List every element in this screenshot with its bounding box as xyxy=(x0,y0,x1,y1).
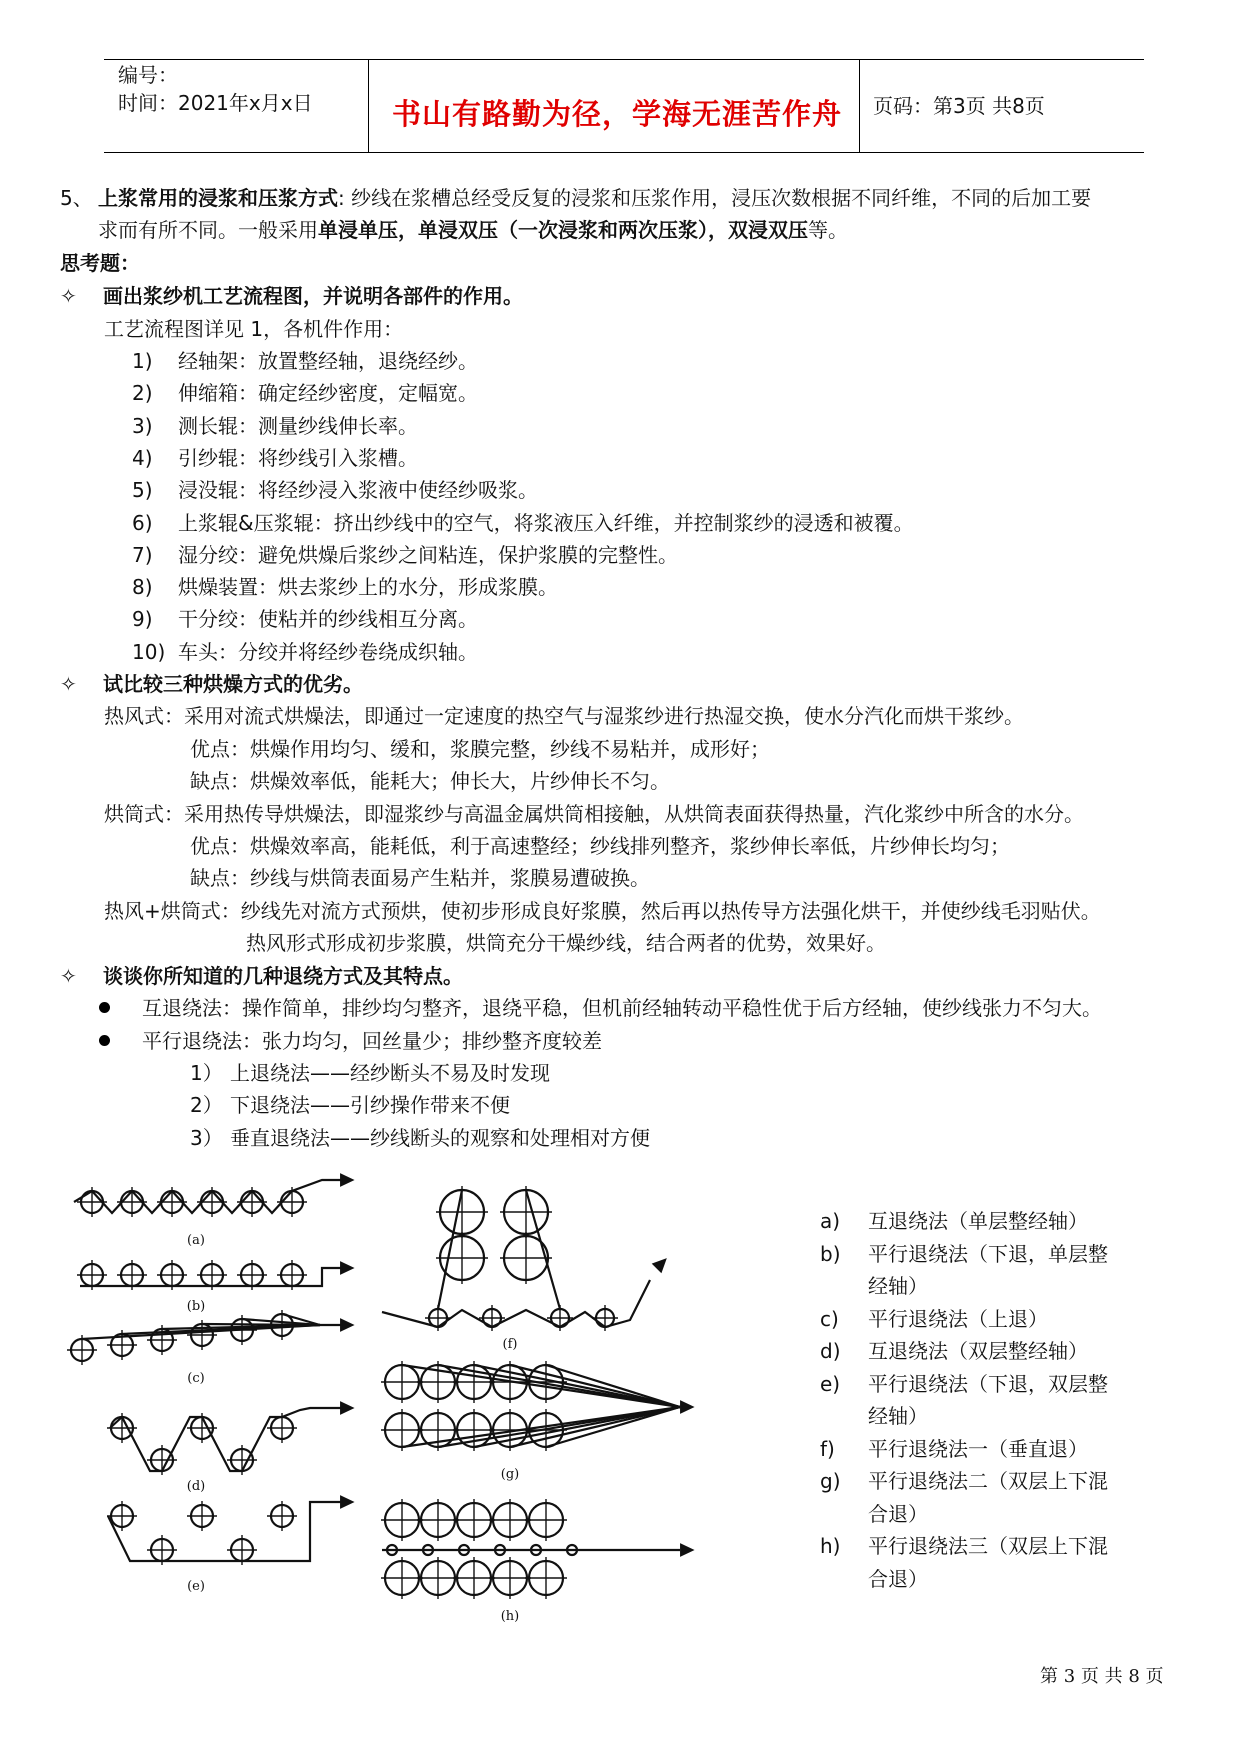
q2-cylinder-pro: 优点：烘燥效率高，能耗低，利于高速整经；纱线排列整齐，浆纱伸长率低，片纱伸长均匀； xyxy=(190,834,1010,858)
q1-item-text: 上浆辊&压浆辊：挤出纱线中的空气，将浆液压入纤维，并控制浆纱的浸透和被覆。 xyxy=(178,510,914,535)
bullet-icon xyxy=(99,1002,110,1013)
caption-text: 平行退绕法（下退，双层整 xyxy=(868,1371,1108,1396)
section5-line2 xyxy=(98,218,848,242)
yarn-path xyxy=(526,1190,560,1309)
caption-text: 平行退绕法（下退，单层整 xyxy=(868,1241,1108,1266)
q1-item-number: 4) xyxy=(132,445,153,470)
header-page-label: 页码：第3页 共8页 xyxy=(873,94,1045,118)
q3-sub-number: 3） xyxy=(190,1125,223,1150)
q1-item-number: 6) xyxy=(132,510,153,535)
q1-item-text: 干分绞：使粘并的纱线相互分离。 xyxy=(178,607,478,632)
yarn-path xyxy=(474,1365,680,1407)
caption-key: g) xyxy=(820,1469,841,1493)
q1-item-number: 9) xyxy=(132,607,153,632)
q2-hot-air: 热风式：采用对流式烘燥法，即通过一定速度的热空气与湿浆纱进行热湿交换，使水分汽化而烘干浆纱。 xyxy=(104,704,1024,728)
header-divider-right xyxy=(859,59,860,152)
section5-line1 xyxy=(98,186,1091,210)
q2-title: 试比较三种烘燥方式的优劣。 xyxy=(103,672,363,696)
figure-panel-label: (f) xyxy=(502,1337,518,1352)
q1-intro: 工艺流程图详见 1，各机件作用： xyxy=(104,317,404,341)
arrow-icon xyxy=(341,1320,352,1330)
figure-panel-label: (a) xyxy=(187,1233,205,1248)
caption-key: d) xyxy=(820,1339,841,1363)
q1-title: 画出浆纱机工艺流程图，并说明各部件的作用。 xyxy=(103,284,523,308)
caption-key: c) xyxy=(820,1306,839,1331)
figure-panel-label: (e) xyxy=(187,1579,205,1594)
q3-sub-text: 垂直退绕法——纱线断头的观察和处理相对方便 xyxy=(230,1125,650,1150)
q1-item-text: 伸缩箱：确定经纱密度，定幅宽。 xyxy=(178,381,478,406)
yarn-path xyxy=(382,1280,650,1327)
figure-panel-label: (c) xyxy=(187,1371,205,1386)
header-top-rule xyxy=(104,59,1144,60)
q1-item-text: 车头：分绞并将经纱卷绕成织轴。 xyxy=(178,639,478,664)
q3-title: 谈谈你所知道的几种退绕方式及其特点。 xyxy=(103,964,463,988)
caption-text-continued: 经轴） xyxy=(868,1404,928,1428)
figure-panel-label: (g) xyxy=(500,1467,520,1482)
q1-item-text: 测长辊：测量纱线伸长率。 xyxy=(178,413,418,438)
q3-sub-text: 下退绕法——引纱操作带来不便 xyxy=(230,1093,510,1118)
caption-text: 平行退绕法一（垂直退） xyxy=(868,1436,1088,1461)
caption-text-continued: 合退） xyxy=(868,1501,928,1526)
q1-item-number: 3) xyxy=(132,413,153,438)
questions-title: 思考题： xyxy=(60,251,140,275)
section5-line2-c: 等。 xyxy=(808,218,848,242)
figure-panel-label: (b) xyxy=(186,1299,206,1314)
q1-item-number: 2) xyxy=(132,381,153,406)
header-divider-left xyxy=(368,59,369,152)
q2-hot-air-pro: 优点：烘燥作用均匀、缓和，浆膜完整，纱线不易粘并，成形好； xyxy=(190,737,770,761)
q2-hot-air-con: 缺点：烘燥效率低，能耗大；伸长大，片纱伸长不匀。 xyxy=(190,769,670,793)
figure-panel-label: (d) xyxy=(186,1479,206,1494)
q1-item-text: 经轴架：放置整经轴，退绕经纱。 xyxy=(178,349,478,373)
q2-cylinder: 烘筒式：采用热传导烘燥法，即湿浆纱与高温金属烘筒相接触，从烘筒表面获得热量，汽化浆纱中所含的水分。 xyxy=(104,802,1084,826)
yarn-path xyxy=(108,1502,350,1561)
q2-combined-2: 热风形式形成初步浆膜，烘筒充分干燥纱线，结合两者的优势，效果好。 xyxy=(246,931,886,955)
arrow-icon xyxy=(341,1175,352,1185)
q1-item-number: 7) xyxy=(132,542,153,567)
caption-text: 平行退绕法二（双层上下混 xyxy=(868,1469,1108,1493)
q1-diamond-icon: ✧ xyxy=(60,284,77,308)
yarn-path xyxy=(546,1365,680,1407)
q1-item-text: 烘燥装置：烘去浆纱上的水分，形成浆膜。 xyxy=(178,575,558,600)
q2-diamond-icon: ✧ xyxy=(60,672,77,696)
caption-key: f) xyxy=(820,1436,835,1461)
page-footer: 第 3 页 共 8 页 xyxy=(1040,1666,1164,1687)
section5-prefix: 5、 xyxy=(60,186,93,210)
caption-key: a) xyxy=(820,1209,841,1233)
caption-text: 互退绕法（双层整经轴） xyxy=(868,1339,1088,1363)
header-time-label: 时间：2021年x月x日 xyxy=(118,91,313,115)
header-bottom-rule xyxy=(104,152,1144,153)
caption-key: h) xyxy=(820,1534,841,1558)
q3-sub-number: 2） xyxy=(190,1093,223,1118)
bullet-icon xyxy=(99,1035,110,1046)
q3-bullet2: 平行退绕法：张力均匀，回丝量少；排纱整齐度较差 xyxy=(142,1029,602,1053)
caption-text: 平行退绕法（上退） xyxy=(868,1306,1048,1331)
q3-diamond-icon: ✧ xyxy=(60,964,77,988)
arrow-icon xyxy=(681,1402,692,1412)
caption-text: 平行退绕法三（双层上下混 xyxy=(868,1534,1108,1558)
arrow-icon xyxy=(341,1497,352,1507)
caption-text-continued: 合退） xyxy=(868,1566,928,1591)
caption-text-continued: 经轴） xyxy=(868,1274,928,1298)
q2-cylinder-con: 缺点：纱线与烘筒表面易产生粘并，浆膜易遭破换。 xyxy=(190,866,650,890)
caption-text: 互退绕法（单层整经轴） xyxy=(868,1209,1088,1233)
figure-panel-label: (h) xyxy=(500,1609,520,1624)
section5-heading: 上浆常用的浸浆和压浆方式 xyxy=(98,186,338,210)
q1-item-number: 5) xyxy=(132,478,153,503)
q3-sub-number: 1） xyxy=(190,1061,223,1085)
q1-item-text: 湿分绞：避免烘燥后浆纱之间粘连，保护浆膜的完整性。 xyxy=(178,542,678,567)
section5-line2-a: 求而有所不同。一般采用 xyxy=(98,218,318,242)
q1-item-number: 10) xyxy=(132,639,166,664)
header-motto: 书山有路勤为径，学海无涯苦作舟 xyxy=(392,97,843,131)
q1-item-number: 8) xyxy=(132,575,153,600)
q1-item-number: 1) xyxy=(132,349,153,373)
section5-line1-rest: : 纱线在浆槽总经受反复的浸浆和压浆作用，浸压次数根据不同纤维，不同的后加工要 xyxy=(338,186,1092,210)
arrow-icon xyxy=(341,1403,352,1413)
header-number-label: 编号： xyxy=(118,63,178,87)
q1-item-text: 浸没辊：将经纱浸入浆液中使经纱吸浆。 xyxy=(178,478,538,503)
q1-item-text: 引纱辊：将纱线引入浆槽。 xyxy=(178,445,418,470)
arrow-icon xyxy=(681,1545,692,1555)
q3-bullet1: 互退绕法：操作简单，排纱均匀整齐，退绕平稳，但机前经轴转动平稳性优于后方经轴，使纱线张力不匀大。 xyxy=(142,996,1102,1020)
arrow-icon xyxy=(341,1263,352,1273)
q3-sub-text: 上退绕法——经纱断头不易及时发现 xyxy=(230,1061,550,1085)
caption-key: e) xyxy=(820,1371,841,1396)
caption-key: b) xyxy=(820,1241,841,1266)
section5-line2-bold: 单浸单压，单浸双压（一次浸浆和两次压浆），双浸双压 xyxy=(318,218,808,242)
unwinding-figure xyxy=(60,1160,790,1660)
arrow-icon xyxy=(654,1260,665,1271)
yarn-path xyxy=(546,1407,680,1447)
q2-combined: 热风+烘筒式：纱线先对流方式预烘，使初步形成良好浆膜，然后再以热传导方法强化烘干，并使纱线毛羽贴伏。 xyxy=(104,899,1101,923)
